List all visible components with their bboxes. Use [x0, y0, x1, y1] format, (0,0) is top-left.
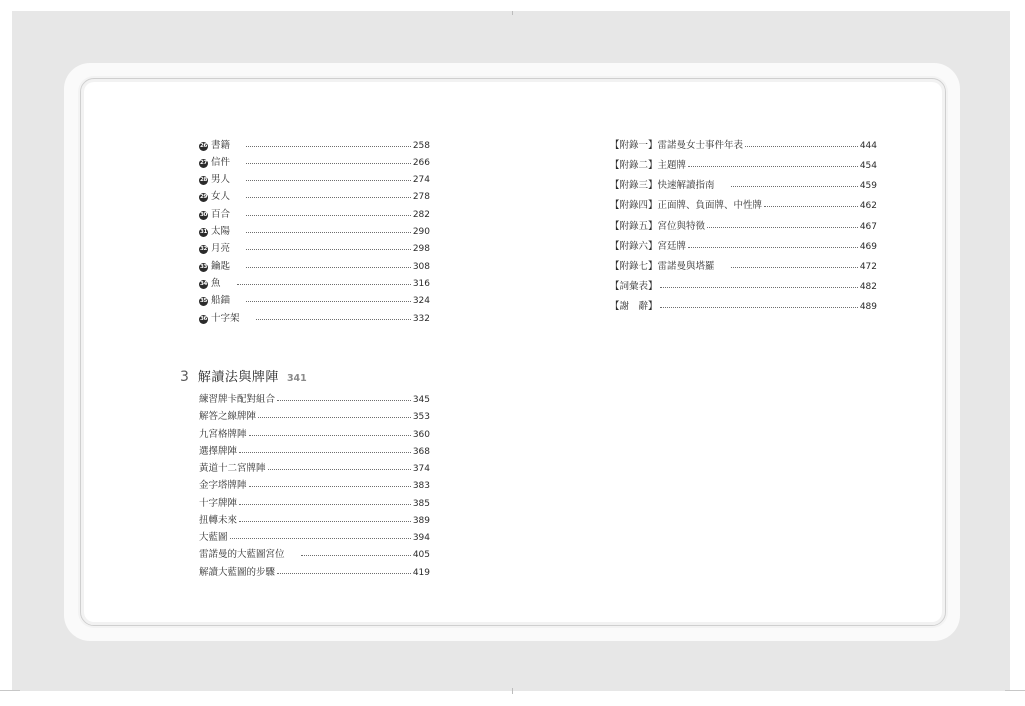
chapter-heading[interactable]	[180, 366, 307, 386]
entry-page: 316	[412, 279, 430, 289]
fold-mark-top	[512, 11, 513, 15]
toc-entry[interactable]	[199, 156, 430, 170]
dot-leader	[230, 537, 411, 539]
dot-leader	[239, 451, 411, 453]
entry-title: 雷諾曼的大藍圖宮位	[199, 549, 285, 560]
entry-title: 金字塔牌陣	[199, 480, 247, 491]
toc-entry[interactable]	[199, 566, 430, 580]
entry-title: 月亮	[211, 243, 231, 254]
dot-leader	[707, 226, 858, 228]
dot-leader	[246, 196, 411, 198]
toc-entry[interactable]	[199, 173, 430, 187]
toc-entry[interactable]	[199, 208, 430, 222]
dot-leader	[246, 162, 411, 164]
entry-number-badge: 33	[199, 264, 208, 270]
entry-title: 大藍圖	[199, 532, 228, 543]
entry-page: 298	[412, 244, 430, 254]
dot-leader	[301, 554, 411, 556]
entry-page: 472	[859, 262, 877, 272]
entry-page: 258	[412, 141, 430, 151]
crop-mark-left	[0, 690, 20, 691]
entry-page: 444	[859, 141, 877, 151]
entry-number-badge: 28	[199, 177, 208, 183]
entry-title: 鑰匙	[211, 261, 231, 272]
entry-page: 308	[412, 262, 430, 272]
dot-leader	[246, 266, 411, 268]
chapter-title: 解讀法與牌陣	[197, 370, 279, 385]
entry-page: 405	[412, 550, 430, 560]
dot-leader	[239, 520, 411, 522]
entry-page: 282	[412, 210, 430, 220]
entry-title: 解讀大藍圖的步驟	[199, 567, 276, 578]
toc-entry[interactable]	[610, 220, 877, 234]
entry-title: 【附錄六】宮廷牌	[610, 241, 687, 252]
entry-title: 信件	[211, 157, 231, 168]
toc-entry[interactable]	[199, 190, 430, 204]
entry-title: 十字牌陣	[199, 498, 238, 509]
toc-entry[interactable]	[199, 393, 430, 407]
entry-page: 374	[412, 464, 430, 474]
dot-leader	[237, 283, 411, 285]
toc-entry[interactable]	[199, 445, 430, 459]
toc-entry[interactable]	[199, 479, 430, 493]
entry-title: 選擇牌陣	[199, 446, 238, 457]
entry-title: 【附錄七】雷諾曼與塔羅	[610, 261, 715, 272]
entry-page: 383	[412, 481, 430, 491]
entry-title: 【詞彙表】	[610, 281, 658, 292]
entry-title: 【附錄五】宮位與特徵	[610, 221, 706, 232]
entry-title: 魚	[211, 278, 221, 289]
entry-title: 解答之線牌陣	[199, 411, 257, 422]
entry-page: 385	[412, 499, 430, 509]
toc-entry[interactable]	[610, 159, 877, 173]
entry-title: 【附錄四】正面牌、負面牌、中性牌	[610, 200, 763, 211]
entry-page: 454	[859, 161, 877, 171]
dot-leader	[277, 572, 411, 574]
dot-leader	[246, 231, 411, 233]
toc-entry[interactable]	[199, 497, 430, 511]
dot-leader	[764, 205, 858, 207]
entry-page: 419	[412, 568, 430, 578]
entry-number-badge: 30	[199, 212, 208, 218]
toc-entry[interactable]	[199, 462, 430, 476]
entry-page: 274	[412, 175, 430, 185]
entry-title: 扭轉未來	[199, 515, 238, 526]
fold-mark-bottom	[512, 688, 513, 694]
toc-entry[interactable]	[199, 260, 430, 274]
dot-leader	[660, 286, 858, 288]
entry-page: 368	[412, 447, 430, 457]
dot-leader	[277, 399, 411, 401]
entry-title: 黃道十二宮牌陣	[199, 463, 266, 474]
entry-number-badge: 34	[199, 281, 208, 287]
dot-leader	[745, 145, 858, 147]
dot-leader	[246, 145, 411, 147]
entry-page: 389	[412, 516, 430, 526]
toc-entry[interactable]	[199, 277, 430, 291]
entry-page: 353	[412, 412, 430, 422]
toc-entry[interactable]	[199, 410, 430, 424]
entry-page: 360	[412, 430, 430, 440]
entry-number-badge: 36	[199, 316, 208, 322]
entry-title: 百合	[211, 209, 231, 220]
toc-entry[interactable]	[199, 225, 430, 239]
entry-page: 324	[412, 296, 430, 306]
toc-entry[interactable]	[199, 428, 430, 442]
toc-entry[interactable]	[610, 240, 877, 254]
entry-title: 女人	[211, 191, 231, 202]
entry-title: 船錨	[211, 295, 231, 306]
entry-page: 266	[412, 158, 430, 168]
dot-leader	[688, 165, 858, 167]
entry-page: 462	[859, 201, 877, 211]
dot-leader	[268, 468, 411, 470]
entry-number-badge: 31	[199, 229, 208, 235]
entry-page: 278	[412, 192, 430, 202]
entry-number-badge: 27	[199, 160, 208, 166]
entry-title: 【附錄二】主題牌	[610, 160, 687, 171]
entry-page: 290	[412, 227, 430, 237]
toc-entry[interactable]	[199, 531, 430, 545]
toc-entry[interactable]	[199, 514, 430, 528]
toc-entry[interactable]	[199, 242, 430, 256]
entry-title: 九宮格牌陣	[199, 429, 247, 440]
toc-entry[interactable]	[199, 548, 430, 562]
entry-page: 469	[859, 242, 877, 252]
entry-page: 482	[859, 282, 877, 292]
chapter-number: 3	[180, 369, 189, 385]
toc-entry[interactable]	[610, 139, 877, 153]
dot-leader	[246, 214, 411, 216]
entry-number-badge: 26	[199, 143, 208, 149]
dot-leader	[249, 485, 411, 487]
entry-page: 489	[859, 302, 877, 312]
crop-mark-right	[1005, 690, 1025, 691]
dot-leader	[246, 248, 411, 250]
dot-leader	[239, 503, 411, 505]
toc-entry[interactable]	[199, 312, 430, 326]
dot-leader	[246, 300, 411, 302]
entry-title: 【附錄三】快速解讀指南	[610, 180, 715, 191]
entry-number-badge: 35	[199, 298, 208, 304]
entry-page: 459	[859, 181, 877, 191]
dot-leader	[258, 416, 411, 418]
entry-page: 394	[412, 533, 430, 543]
entry-title: 男人	[211, 174, 231, 185]
entry-number-badge: 29	[199, 194, 208, 200]
dot-leader	[246, 179, 411, 181]
dot-leader	[249, 434, 411, 436]
toc-entry[interactable]	[610, 260, 877, 274]
dot-leader	[256, 318, 411, 320]
dot-leader	[731, 185, 858, 187]
entry-title: 十字架	[211, 313, 240, 324]
toc-entry[interactable]	[199, 294, 430, 308]
toc-entry[interactable]	[610, 280, 877, 294]
entry-page: 345	[412, 395, 430, 405]
entry-title: 【謝 辭】	[610, 301, 658, 312]
entry-page: 467	[859, 222, 877, 232]
entry-title: 太陽	[211, 226, 231, 237]
dot-leader	[660, 306, 858, 308]
dot-leader	[731, 266, 858, 268]
dot-leader	[688, 246, 858, 248]
entry-page: 332	[412, 314, 430, 324]
entry-number-badge: 32	[199, 246, 208, 252]
chapter-page: 341	[286, 373, 307, 384]
toc-entry[interactable]	[199, 139, 430, 153]
entry-title: 書籍	[211, 140, 231, 151]
toc-entry[interactable]	[610, 179, 877, 193]
toc-entry[interactable]	[610, 199, 877, 213]
entry-title: 練習牌卡配對組合	[199, 394, 276, 405]
entry-title: 【附錄一】雷諾曼女士事件年表	[610, 140, 744, 151]
toc-entry[interactable]	[610, 300, 877, 314]
